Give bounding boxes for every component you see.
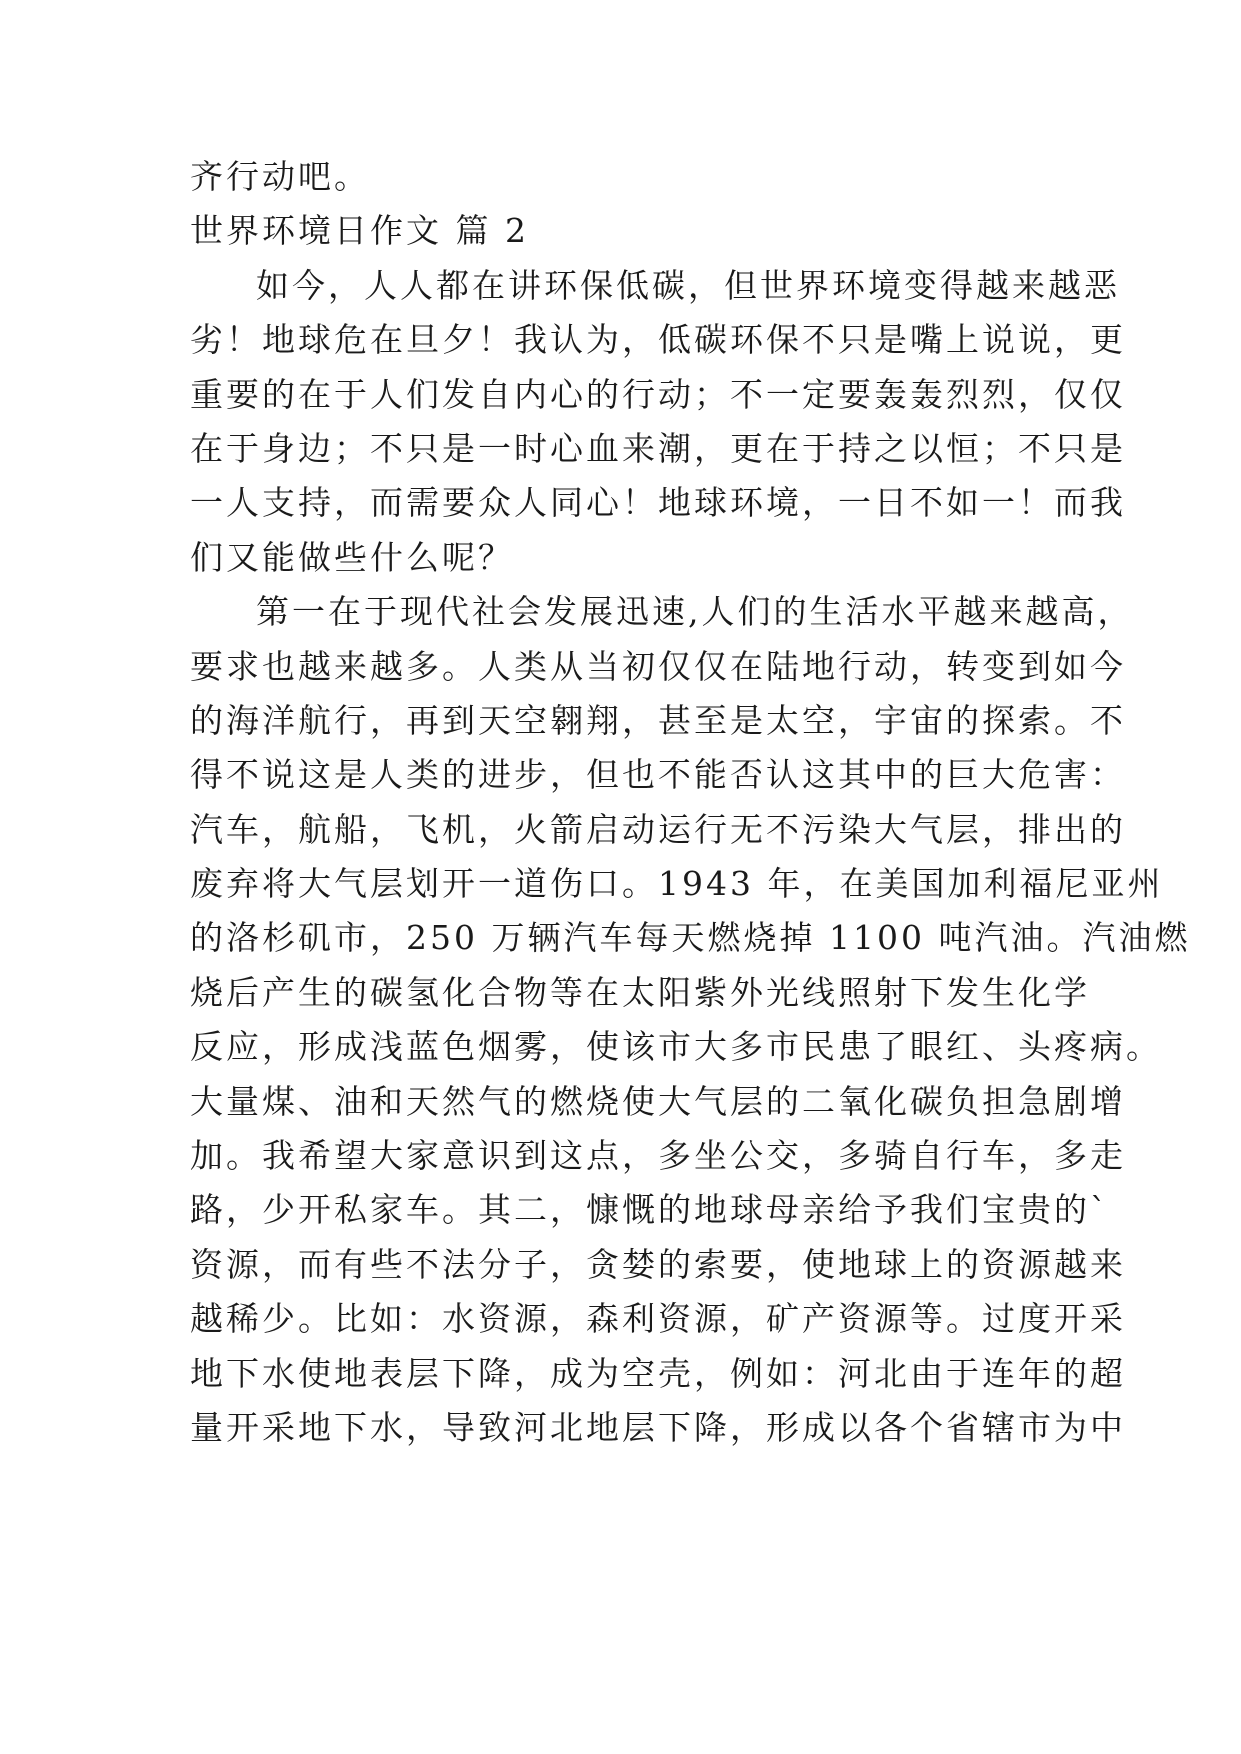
paragraph-line: 反应，形成浅蓝色烟雾，使该市大多市民患了眼红、头疼病。 bbox=[190, 1027, 1162, 1067]
paragraph-line: 们又能做些什么呢？ bbox=[190, 537, 514, 577]
paragraph-line: 的海洋航行，再到天空翱翔，甚至是太空，宇宙的探索。不 bbox=[190, 700, 1126, 740]
paragraph-line: 地下水使地表层下降，成为空壳，例如：河北由于连年的超 bbox=[190, 1353, 1126, 1393]
paragraph-line: 加。我希望大家意识到这点，多坐公交，多骑自行车，多走 bbox=[190, 1136, 1126, 1176]
paragraph-line: 量开采地下水，导致河北地层下降，形成以各个省辖市为中 bbox=[190, 1407, 1126, 1447]
paragraph-line: 一人支持，而需要众人同心！地球环境，一日不如一！而我 bbox=[190, 483, 1126, 523]
paragraph-line: 第一在于现代社会发展迅速,人们的生活水平越来越高， bbox=[256, 592, 1134, 632]
paragraph-line: 在于身边；不只是一时心血来潮，更在于持之以恒；不只是 bbox=[190, 428, 1126, 468]
paragraph-line: 得不说这是人类的进步，但也不能否认这其中的巨大危害： bbox=[190, 755, 1126, 795]
paragraph-line: 越稀少。比如：水资源，森利资源，矿产资源等。过度开采 bbox=[190, 1299, 1126, 1339]
paragraph-line: 资源，而有些不法分子，贪婪的索要，使地球上的资源越来 bbox=[190, 1244, 1126, 1284]
paragraph-line: 汽车，航船，飞机，火箭启动运行无不污染大气层，排出的 bbox=[190, 809, 1126, 849]
paragraph-line: 废弃将大气层划开一道伤口。1943 年，在美国加利福尼亚州 bbox=[190, 864, 1164, 904]
essay-heading: 世界环境日作文 篇 2 bbox=[190, 211, 529, 251]
continuation-line: 齐行动吧。 bbox=[190, 157, 370, 196]
paragraph-1 bbox=[190, 259, 1126, 585]
paragraph-line: 的洛杉矶市，250 万辆汽车每天燃烧掉 1100 吨汽油。汽油燃 bbox=[190, 918, 1191, 958]
paragraph-line: 如今，人人都在讲环保低碳，但世界环境变得越来越恶 bbox=[256, 265, 1120, 305]
paragraph-line: 大量煤、油和天然气的燃烧使大气层的二氧化碳负担急剧增 bbox=[190, 1081, 1126, 1121]
document-body bbox=[190, 150, 1191, 1455]
paragraph-line: 路，少开私家车。其二，慷慨的地球母亲给予我们宝贵的` bbox=[190, 1190, 1110, 1230]
paragraph-line: 烧后产生的碳氢化合物等在太阳紫外光线照射下发生化学 bbox=[190, 972, 1090, 1012]
paragraph-line: 重要的在于人们发自内心的行动；不一定要轰轰烈烈，仅仅 bbox=[190, 374, 1126, 414]
paragraph-line: 劣！地球危在旦夕！我认为，低碳环保不只是嘴上说说，更 bbox=[190, 320, 1126, 360]
paragraph-line: 要求也越来越多。人类从当初仅仅在陆地行动，转变到如今 bbox=[190, 646, 1126, 686]
paragraph-2 bbox=[190, 585, 1191, 1455]
